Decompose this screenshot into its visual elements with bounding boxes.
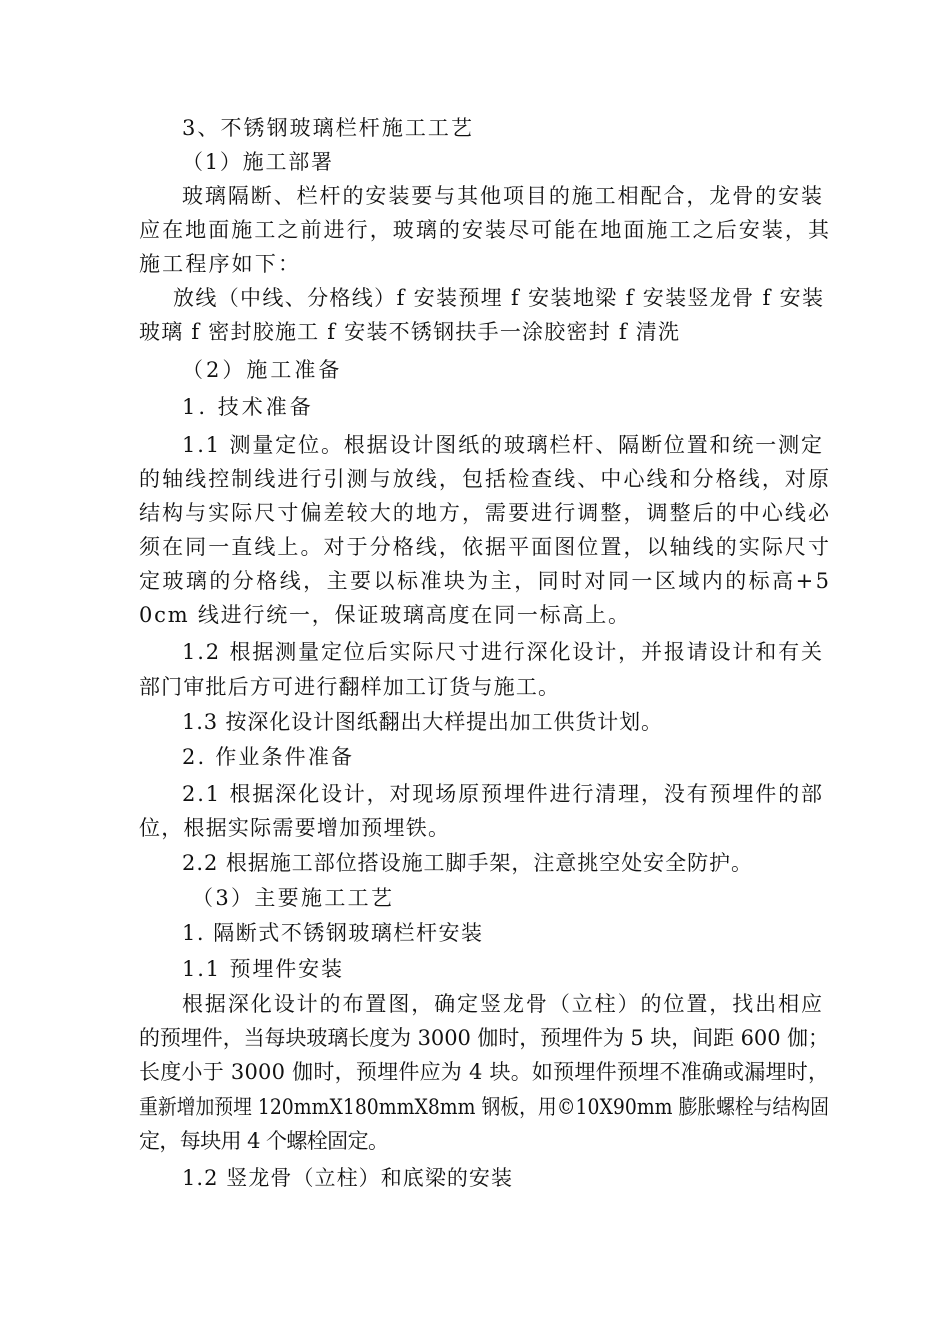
paragraph-line: 位，根据实际需要增加预埋铁。	[139, 816, 451, 840]
paragraph-line: 的预埋件，当每块玻璃长度为 3000 伽时，预埋件为 5 块，间距 600 伽；	[139, 1026, 829, 1050]
paragraph-line: 2.2 根据施工部位搭设施工脚手架，注意挑空处安全防护。	[182, 851, 753, 875]
paragraph-line: 0cm 线进行统一，保证玻璃高度在同一标高上。	[139, 603, 631, 627]
paragraph-line: 玻璃隔断、栏杆的安装要与其他项目的施工相配合，龙骨的安装	[182, 184, 824, 208]
section-heading: 3、不锈钢玻璃栏杆施工工艺	[182, 116, 475, 140]
paragraph-line: 结构与实际尺寸偏差较大的地方，需要进行调整，调整后的中心线必	[139, 501, 832, 525]
paragraph-line: 施工程序如下：	[139, 252, 302, 276]
paragraph-line: 须在同一直线上。对于分格线，依据平面图位置，以轴线的实际尺寸	[139, 535, 832, 559]
paragraph-line: 2.1 根据深化设计，对现场原预埋件进行清理，没有预埋件的部	[182, 782, 824, 806]
item-heading: 1.1 预埋件安装	[182, 957, 344, 981]
process-line: 放线（中线、分格线）f 安装预埋 f 安装地梁 f 安装竖龙骨 f 安装	[173, 286, 825, 310]
item-heading: 2. 作业条件准备	[182, 745, 355, 769]
paragraph-line: 定玻璃的分格线，主要以标准块为主，同时对同一区域内的标高+5	[139, 569, 832, 593]
subsection-heading: （3）主要施工工艺	[192, 886, 395, 910]
process-line: 玻璃 f 密封胶施工 f 安装不锈钢扶手一涂胶密封 f 清洗	[139, 320, 681, 344]
subsection-heading: （2）施工准备	[182, 358, 343, 382]
paragraph-line: 1.2 根据测量定位后实际尺寸进行深化设计，并报请设计和有关	[182, 640, 824, 664]
paragraph-line: 长度小于 3000 伽时，预埋件应为 4 块。如预埋件预埋不准确或漏埋时，	[139, 1060, 830, 1084]
subsection-heading: （1）施工部署	[182, 150, 334, 174]
paragraph-line: 重新增加预埋 120mmX180mmX8mm 钢板，用©10X90mm 膨胀螺栓与结构固	[139, 1095, 829, 1119]
item-heading: 1.2 竖龙骨（立柱）和底梁的安装	[182, 1166, 514, 1190]
paragraph-line: 1.1 测量定位。根据设计图纸的玻璃栏杆、隔断位置和统一测定	[182, 433, 824, 457]
paragraph-line: 的轴线控制线进行引测与放线，包括检查线、中心线和分格线，对原	[139, 467, 832, 491]
paragraph-line: 部门审批后方可进行翻样加工订货与施工。	[139, 675, 561, 699]
paragraph-line: 应在地面施工之前进行，玻璃的安装尽可能在地面施工之后安装，其	[139, 218, 832, 242]
item-heading: 1. 隔断式不锈钢玻璃栏杆安装	[182, 921, 484, 945]
paragraph-line: 1.3 按深化设计图纸翻出大样提出加工供货计划。	[182, 710, 663, 734]
item-heading: 1. 技术准备	[182, 395, 314, 419]
paragraph-line: 定，每块用 4 个螺栓固定。	[139, 1129, 389, 1153]
paragraph-line: 根据深化设计的布置图，确定竖龙骨（立柱）的位置，找出相应	[182, 992, 824, 1016]
